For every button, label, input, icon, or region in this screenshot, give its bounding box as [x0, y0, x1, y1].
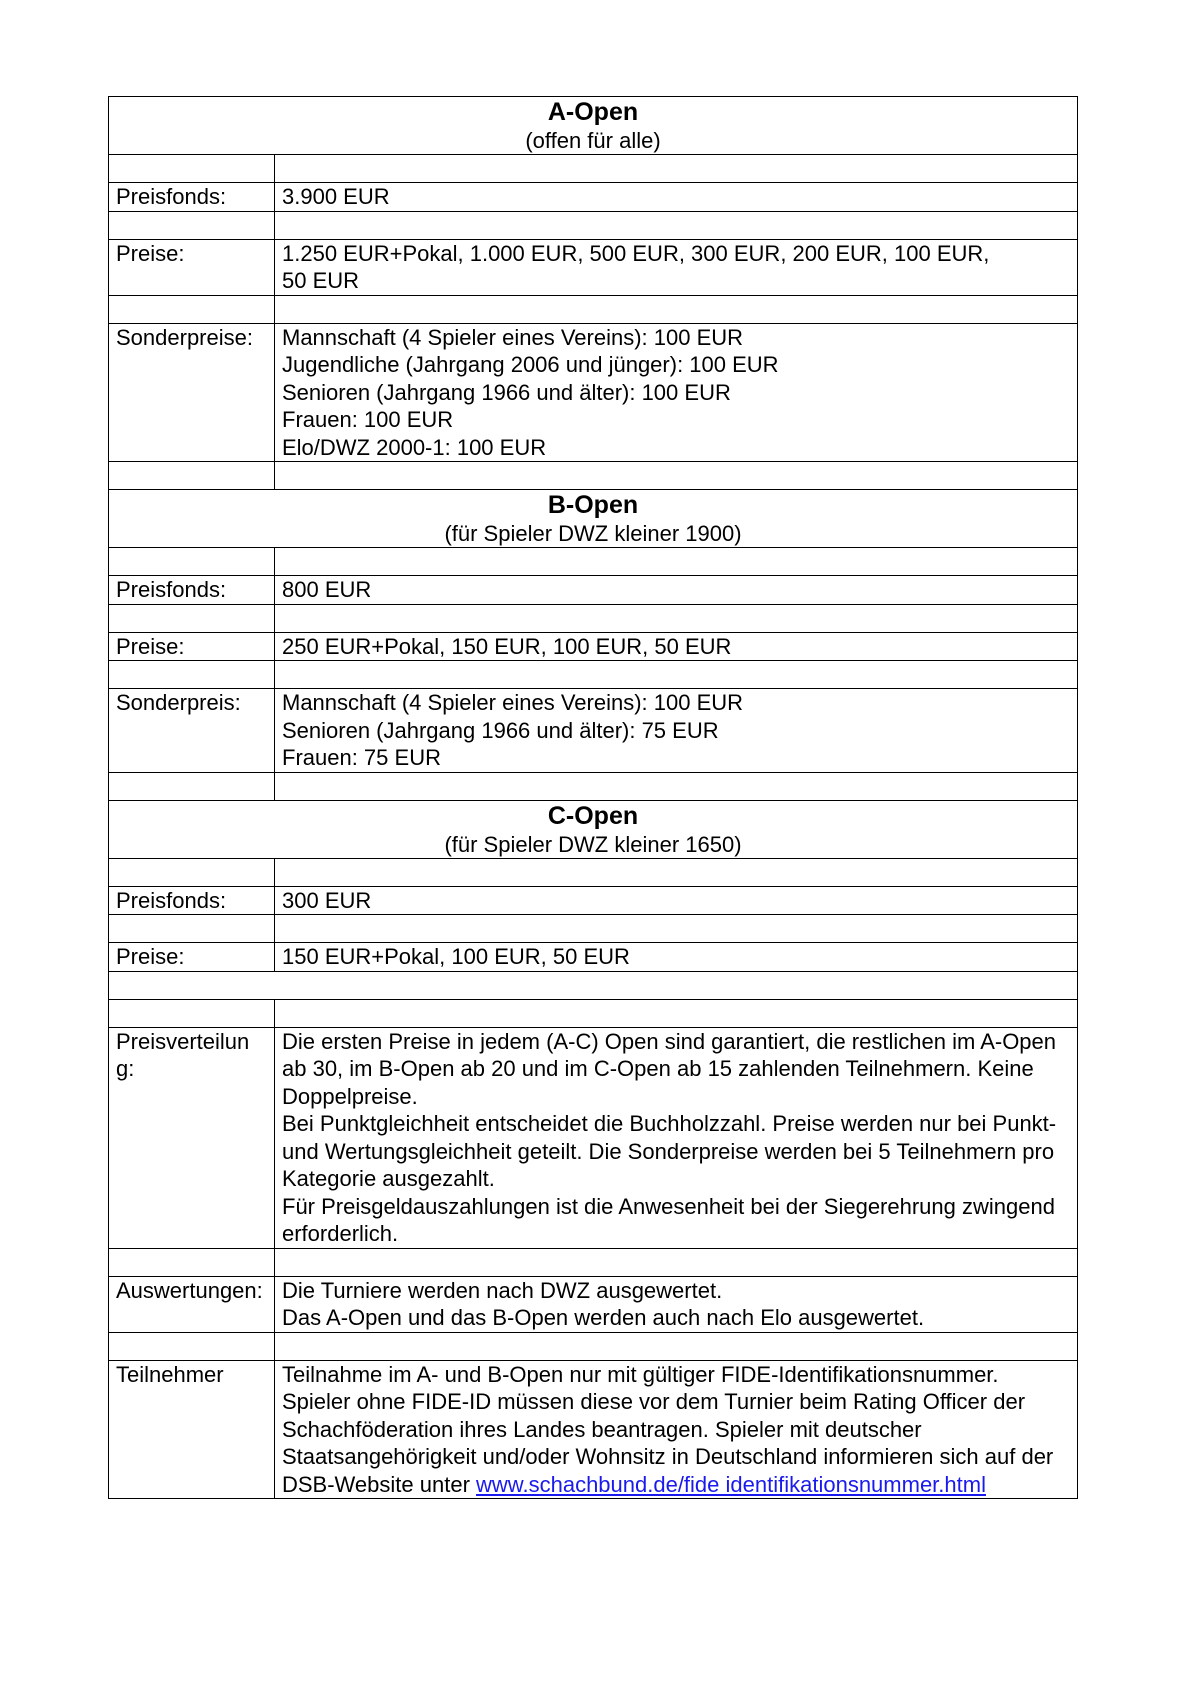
b-open-title: B-Open — [547, 491, 639, 519]
spacer-row — [109, 211, 1078, 239]
auswertungen-line: Die Turniere werden nach DWZ ausgewertet. — [282, 1277, 723, 1303]
a-sonder-line: Frauen: 100 EUR — [282, 407, 454, 432]
c-preise-value: 150 EUR+Pokal, 100 EUR, 50 EUR — [275, 943, 1078, 972]
c-open-subtitle: (für Spieler DWZ kleiner 1650) — [444, 831, 742, 857]
a-open-header — [109, 97, 1078, 155]
b-open-header — [109, 490, 1078, 548]
teilnehmer-label: Teilnehmer — [109, 1360, 275, 1499]
spacer-row — [109, 548, 1078, 576]
a-sonder-line: Elo/DWZ 2000-1: 100 EUR — [282, 434, 547, 460]
dsb-website-link[interactable]: www.schachbund.de/fide identifikationsnummer.html — [476, 1471, 986, 1497]
a-open-subtitle: (offen für alle) — [525, 128, 661, 153]
c-open-title: C-Open — [547, 801, 639, 830]
b-sonder-line: Senioren (Jahrgang 1966 und älter): 75 EUR — [282, 717, 719, 743]
a-sonderpreise-value — [275, 323, 1078, 462]
a-open-title: A-Open — [547, 98, 639, 126]
a-preise-label: Preise: — [109, 239, 275, 295]
spacer-row-full — [109, 971, 1078, 999]
b-preise-row — [109, 632, 1078, 661]
b-sonderpreis-row — [109, 689, 1078, 773]
auswertungen-row — [109, 1276, 1078, 1332]
spacer-row — [109, 604, 1078, 632]
preisverteilung-label: Preisverteilung: — [109, 1027, 275, 1248]
b-sonder-line: Frauen: 75 EUR — [282, 745, 441, 770]
a-preise-value: 1.250 EUR+Pokal, 1.000 EUR, 500 EUR, 300 EUR, 200 EUR, 100 EUR, 50 EUR — [275, 239, 1078, 295]
c-preise-row — [109, 943, 1078, 972]
c-open-header-row — [109, 800, 1078, 858]
spacer-row — [109, 999, 1078, 1027]
c-preisfonds-value: 300 EUR — [275, 886, 1078, 915]
a-preise-row — [109, 239, 1078, 295]
spacer-row — [109, 462, 1078, 490]
a-preisfonds-row — [109, 183, 1078, 212]
teilnehmer-text: Teilnahme im A- und B-Open nur mit gültiger FIDE-Identifikationsnummer. Spieler ohne FIDE-ID müssen diese vor dem Turnier beim Rating Officer der Schachföderation ihres Landes beantragen. Spieler mit deutscher Staatsangehörigkeit und/oder Wohnsitz in Deutschland informieren sich auf der DSB-Website unter — [282, 1361, 1054, 1497]
b-preisfonds-row — [109, 576, 1078, 605]
prize-table — [108, 96, 1078, 1499]
a-sonder-line: Mannschaft (4 Spieler eines Vereins): 100 EUR — [282, 324, 744, 350]
b-sonderpreis-label: Sonderpreis: — [109, 689, 275, 773]
preisverteilung-row — [109, 1027, 1078, 1248]
preisverteilung-value — [275, 1027, 1078, 1248]
auswertungen-line: Das A-Open und das B-Open werden auch nach Elo ausgewertet. — [282, 1305, 925, 1330]
a-open-header-row — [109, 97, 1078, 155]
a-preisfonds-label: Preisfonds: — [109, 183, 275, 212]
b-preise-value: 250 EUR+Pokal, 150 EUR, 100 EUR, 50 EUR — [275, 632, 1078, 661]
c-preisfonds-row — [109, 886, 1078, 915]
a-sonderpreise-row — [109, 323, 1078, 462]
b-open-header-row — [109, 490, 1078, 548]
spacer-row — [109, 915, 1078, 943]
b-preise-label: Preise: — [109, 632, 275, 661]
b-sonderpreis-value — [275, 689, 1078, 773]
preisverteilung-para: Für Preisgeldauszahlungen ist die Anwesenheit bei der Siegerehrung zwingend erforderlich. — [282, 1193, 1055, 1246]
a-sonderpreise-label: Sonderpreise: — [109, 323, 275, 462]
b-preisfonds-label: Preisfonds: — [109, 576, 275, 605]
auswertungen-value — [275, 1276, 1078, 1332]
b-open-subtitle: (für Spieler DWZ kleiner 1900) — [444, 521, 742, 546]
c-preisfonds-label: Preisfonds: — [109, 886, 275, 915]
spacer-row — [109, 1332, 1078, 1360]
spacer-row — [109, 772, 1078, 800]
spacer-row — [109, 295, 1078, 323]
preisverteilung-para: Die ersten Preise in jedem (A-C) Open sind garantiert, die restlichen im A-Open ab 30, im B-Open ab 20 und im C-Open ab 15 zahlenden Teilnehmern. Keine Doppelpreise. — [282, 1028, 1057, 1109]
b-sonder-line: Mannschaft (4 Spieler eines Vereins): 100 EUR — [282, 690, 744, 715]
spacer-row — [109, 858, 1078, 886]
teilnehmer-row — [109, 1360, 1078, 1499]
a-sonder-line: Jugendliche (Jahrgang 2006 und jünger): 100 EUR — [282, 352, 779, 377]
preisverteilung-para: Bei Punktgleichheit entscheidet die Buchholzzahl. Preise werden nur bei Punkt- und Wertungsgleichheit geteilt. Die Sonderpreise werden bei 5 Teilnehmern pro Kategorie ausgezahlt. — [282, 1111, 1057, 1191]
c-preise-label: Preise: — [109, 943, 275, 972]
spacer-row — [109, 155, 1078, 183]
spacer-row — [109, 1248, 1078, 1276]
a-preisfonds-value: 3.900 EUR — [275, 183, 1078, 212]
auswertungen-label: Auswertungen: — [109, 1276, 275, 1332]
teilnehmer-value — [275, 1360, 1078, 1499]
c-open-header — [109, 800, 1078, 858]
a-sonder-line: Senioren (Jahrgang 1966 und älter): 100 EUR — [282, 379, 731, 405]
spacer-row — [109, 661, 1078, 689]
b-preisfonds-value: 800 EUR — [275, 576, 1078, 605]
